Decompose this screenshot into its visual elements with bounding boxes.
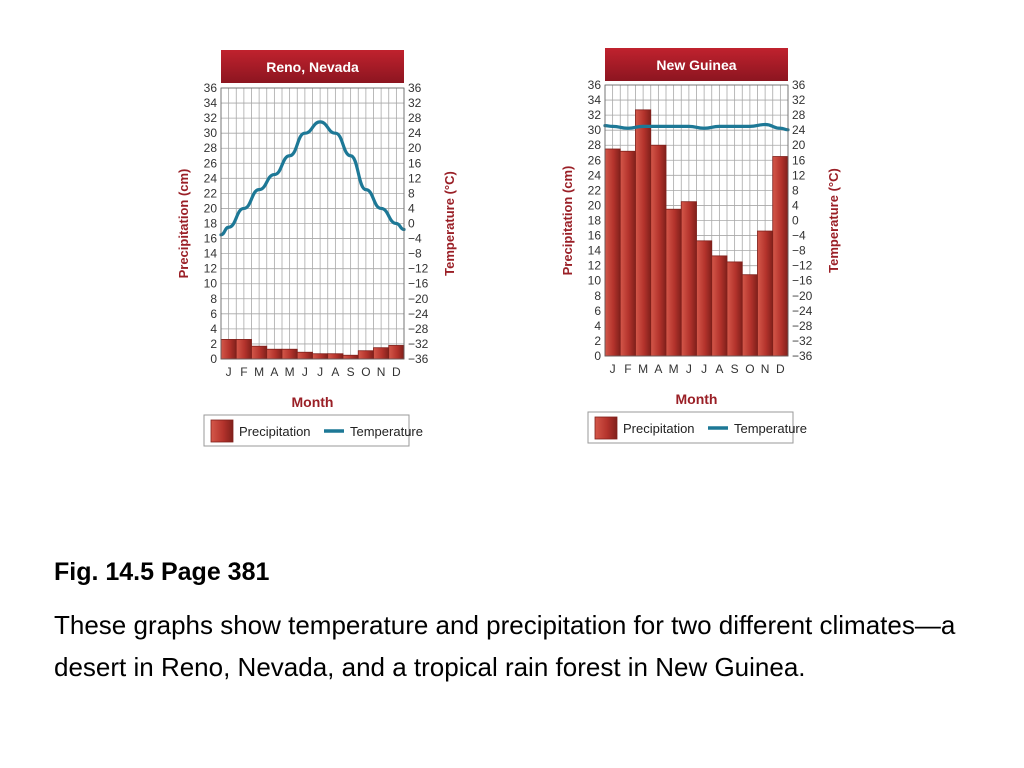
right-tick-label: 16 xyxy=(408,156,422,171)
month-tick-label: O xyxy=(361,365,371,379)
right-tick-label: −4 xyxy=(792,228,806,243)
left-tick-label: 26 xyxy=(203,156,217,171)
month-tick-label: A xyxy=(715,362,724,376)
left-tick-label: 24 xyxy=(587,168,601,183)
right-tick-label: 24 xyxy=(792,123,806,138)
left-tick-label: 10 xyxy=(587,273,601,288)
right-tick-label: 12 xyxy=(792,168,806,183)
x-axis-title: Month xyxy=(675,391,718,407)
right-tick-label: −8 xyxy=(408,246,422,261)
left-tick-label: 6 xyxy=(210,306,217,321)
month-tick-label: A xyxy=(654,362,663,376)
month-tick-label: F xyxy=(624,362,632,376)
right-tick-label: 28 xyxy=(792,108,806,123)
month-tick-label: M xyxy=(254,365,265,379)
chart-title: Reno, Nevada xyxy=(266,59,359,75)
chart-legend xyxy=(204,415,423,446)
precipitation-bar xyxy=(282,349,297,359)
left-tick-label: 10 xyxy=(203,276,217,291)
precipitation-bar xyxy=(236,339,251,359)
left-tick-label: 14 xyxy=(203,246,217,261)
left-tick-label: 0 xyxy=(594,349,601,363)
left-tick-label: 4 xyxy=(210,321,217,336)
chart-title: New Guinea xyxy=(656,57,737,73)
precipitation-bar xyxy=(313,354,328,359)
legend-label-temperature: Temperature xyxy=(350,424,423,439)
month-tick-label: N xyxy=(376,365,386,379)
precipitation-bar xyxy=(605,149,620,356)
right-tick-label: 32 xyxy=(792,93,806,108)
month-tick-label: J xyxy=(701,362,708,376)
precipitation-bar xyxy=(374,348,389,359)
left-tick-label: 28 xyxy=(203,141,217,156)
climate-chart-2 xyxy=(560,48,841,443)
right-tick-label: −20 xyxy=(792,288,813,303)
right-tick-label: −8 xyxy=(792,243,806,258)
legend-label-temperature: Temperature xyxy=(734,421,807,436)
month-tick-label: A xyxy=(331,365,340,379)
left-tick-label: 18 xyxy=(203,216,217,231)
month-tick-label: N xyxy=(760,362,770,376)
left-tick-label: 8 xyxy=(210,291,217,306)
month-tick-label: M xyxy=(638,362,649,376)
precipitation-bar xyxy=(328,354,343,359)
left-tick-label: 34 xyxy=(203,96,217,111)
precipitation-bar xyxy=(742,275,757,356)
right-tick-label: 8 xyxy=(792,183,799,198)
right-tick-label: −24 xyxy=(408,306,429,321)
x-axis-title: Month xyxy=(291,394,334,410)
left-tick-label: 4 xyxy=(594,318,601,333)
left-tick-label: 16 xyxy=(587,228,601,243)
right-tick-label: −36 xyxy=(792,349,813,363)
climate-chart-1 xyxy=(176,50,457,446)
right-tick-label: −36 xyxy=(408,352,429,366)
left-tick-label: 26 xyxy=(587,153,601,168)
precipitation-bar xyxy=(758,231,773,356)
left-tick-label: 22 xyxy=(587,183,601,198)
right-tick-label: 36 xyxy=(408,81,422,95)
left-tick-label: 24 xyxy=(203,171,217,186)
precipitation-bar xyxy=(651,145,666,356)
month-tick-label: M xyxy=(668,362,679,376)
precipitation-bar xyxy=(636,110,651,356)
right-tick-label: 32 xyxy=(408,96,422,111)
right-tick-label: −16 xyxy=(792,273,813,288)
right-tick-label: −32 xyxy=(792,333,813,348)
month-tick-label: O xyxy=(745,362,755,376)
left-tick-label: 12 xyxy=(587,258,601,273)
month-tick-label: D xyxy=(392,365,401,379)
right-tick-label: −4 xyxy=(408,231,422,246)
precipitation-bar xyxy=(297,352,312,359)
precipitation-bar xyxy=(267,349,282,359)
left-tick-label: 34 xyxy=(587,93,601,108)
right-tick-label: −20 xyxy=(408,291,429,306)
right-tick-label: −12 xyxy=(792,258,813,273)
right-axis-title: Temperature (°C) xyxy=(442,171,457,276)
figure-caption-text: These graphs show temperature and precipitation for two different climates—a desert in Reno, Nevada, and a tropical rain forest in New Guinea. xyxy=(54,610,956,682)
month-tick-label: S xyxy=(730,362,739,376)
right-tick-label: −12 xyxy=(408,261,429,276)
right-tick-label: 16 xyxy=(792,153,806,168)
right-tick-label: 36 xyxy=(792,78,806,92)
month-tick-label: J xyxy=(317,365,324,379)
left-tick-label: 36 xyxy=(587,78,601,92)
legend-label-precipitation: Precipitation xyxy=(239,424,311,439)
left-tick-label: 18 xyxy=(587,213,601,228)
precipitation-bar xyxy=(620,151,635,356)
precipitation-bar xyxy=(389,345,404,359)
right-tick-label: −16 xyxy=(408,276,429,291)
left-tick-label: 36 xyxy=(203,81,217,95)
left-tick-label: 0 xyxy=(210,352,217,366)
precipitation-bar xyxy=(773,157,788,356)
left-tick-label: 2 xyxy=(594,333,601,348)
left-axis-title: Precipitation (cm) xyxy=(560,165,575,276)
month-tick-label: D xyxy=(776,362,785,376)
right-tick-label: 4 xyxy=(792,198,799,213)
month-tick-label: J xyxy=(685,362,692,376)
right-tick-label: −28 xyxy=(408,321,429,336)
left-tick-label: 16 xyxy=(203,231,217,246)
month-tick-label: F xyxy=(240,365,248,379)
right-tick-label: 0 xyxy=(792,213,799,228)
right-tick-label: 0 xyxy=(408,216,415,231)
precipitation-bar xyxy=(727,262,742,356)
right-tick-label: 12 xyxy=(408,171,422,186)
left-tick-label: 20 xyxy=(203,201,217,216)
left-tick-label: 30 xyxy=(203,126,217,141)
right-tick-label: −24 xyxy=(792,303,813,318)
precipitation-bar xyxy=(252,346,267,359)
right-tick-label: 4 xyxy=(408,201,415,216)
month-tick-label: J xyxy=(609,362,616,376)
left-tick-label: 14 xyxy=(587,243,601,258)
right-tick-label: 28 xyxy=(408,111,422,126)
right-tick-label: 20 xyxy=(408,141,422,156)
left-tick-label: 8 xyxy=(594,288,601,303)
figure-caption-title: Fig. 14.5 Page 381 xyxy=(54,558,270,586)
left-tick-label: 20 xyxy=(587,198,601,213)
left-tick-label: 2 xyxy=(210,336,217,351)
precipitation-bar xyxy=(712,256,727,356)
precipitation-bar xyxy=(343,355,358,359)
month-tick-label: S xyxy=(346,365,355,379)
precipitation-bar xyxy=(221,339,236,359)
right-tick-label: 20 xyxy=(792,138,806,153)
left-tick-label: 6 xyxy=(594,303,601,318)
left-axis-title: Precipitation (cm) xyxy=(176,168,191,279)
legend-swatch-precipitation xyxy=(595,417,617,439)
chart-legend xyxy=(588,412,807,443)
legend-label-precipitation: Precipitation xyxy=(623,421,695,436)
right-tick-label: −28 xyxy=(792,318,813,333)
right-tick-label: 8 xyxy=(408,186,415,201)
precipitation-bar xyxy=(358,351,373,359)
left-tick-label: 22 xyxy=(203,186,217,201)
month-tick-label: M xyxy=(284,365,295,379)
right-tick-label: 24 xyxy=(408,126,422,141)
left-tick-label: 30 xyxy=(587,123,601,138)
right-axis-title: Temperature (°C) xyxy=(826,168,841,273)
month-tick-label: J xyxy=(301,365,308,379)
precipitation-bar xyxy=(697,241,712,356)
left-tick-label: 32 xyxy=(587,108,601,123)
month-tick-label: A xyxy=(270,365,279,379)
left-tick-label: 32 xyxy=(203,111,217,126)
month-tick-label: J xyxy=(225,365,232,379)
left-tick-label: 28 xyxy=(587,138,601,153)
precipitation-bar xyxy=(666,209,681,356)
right-tick-label: −32 xyxy=(408,336,429,351)
legend-swatch-precipitation xyxy=(211,420,233,442)
precipitation-bar xyxy=(681,202,696,356)
left-tick-label: 12 xyxy=(203,261,217,276)
